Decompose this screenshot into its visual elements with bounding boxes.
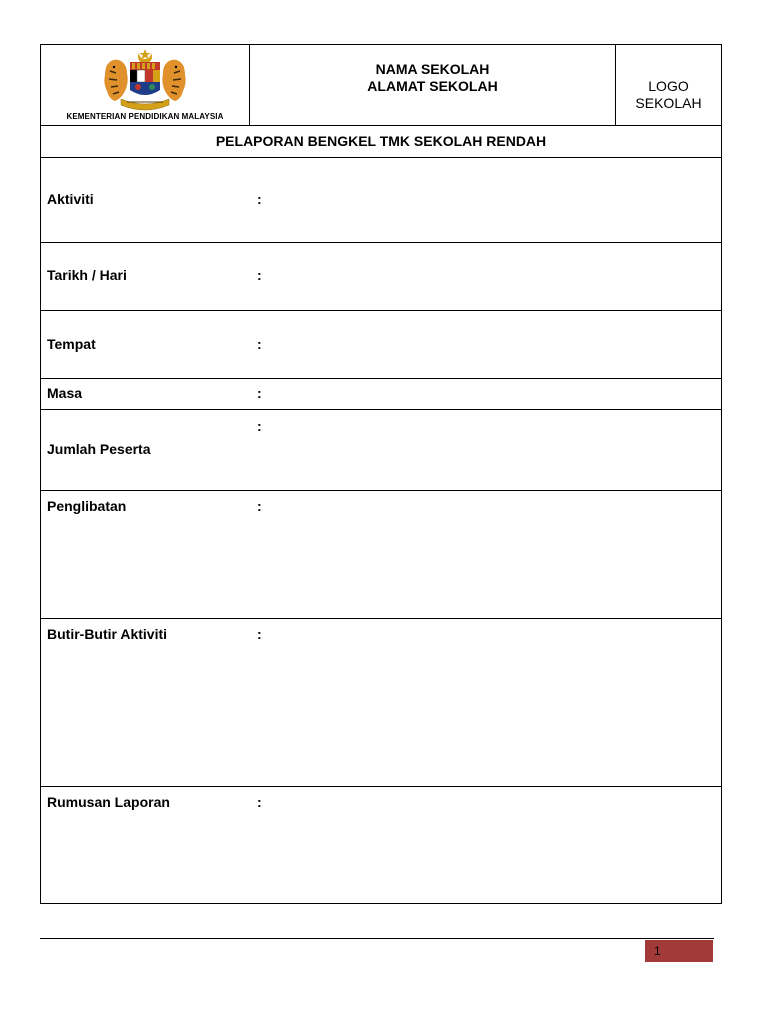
field-row-rumusan-laporan[interactable] [41,787,721,903]
logo-placeholder-line2: SEKOLAH [635,95,702,111]
field-row-aktiviti[interactable] [41,158,721,243]
field-colon: : [257,385,262,401]
field-label: Jumlah Peserta [47,441,151,457]
field-colon: : [257,336,262,352]
field-label: Butir-Butir Aktiviti [47,626,168,642]
school-info-cell [250,45,616,125]
field-row-butir-butir-aktiviti[interactable] [41,619,721,787]
page-number-box [645,940,713,962]
field-row-tarikh-hari[interactable] [41,243,721,311]
crest-cell [41,45,250,125]
field-row-jumlah-peserta[interactable] [41,410,721,491]
field-row-penglibatan[interactable] [41,491,721,619]
field-row-tempat[interactable] [41,311,721,379]
field-colon: : [257,498,262,514]
field-label: Penglibatan [47,498,127,514]
field-label: Aktiviti [47,191,94,207]
field-colon: : [257,626,262,642]
field-label: Tempat [47,336,96,352]
report-title: PELAPORAN BENGKEL TMK SEKOLAH RENDAH [215,133,547,149]
coat-of-arms-icon [97,47,193,111]
field-colon: : [257,418,262,434]
footer-divider [40,938,714,939]
field-label: Rumusan Laporan [47,794,170,810]
field-label: Tarikh / Hari [47,267,127,283]
logo-placeholder-line1: LOGO [648,78,689,94]
form-header [41,45,721,126]
report-form [40,44,722,904]
page-number: 1 [654,944,661,958]
field-colon: : [257,191,262,207]
field-colon: : [257,267,262,283]
field-colon: : [257,794,262,810]
field-label: Masa [47,385,83,401]
title-row [41,126,721,158]
school-name: NAMA SEKOLAH [375,61,490,77]
field-row-masa[interactable] [41,379,721,410]
ministry-name: KEMENTERIAN PENDIDIKAN MALAYSIA [66,112,224,121]
school-logo-cell [616,45,721,125]
school-address: ALAMAT SEKOLAH [367,78,498,94]
